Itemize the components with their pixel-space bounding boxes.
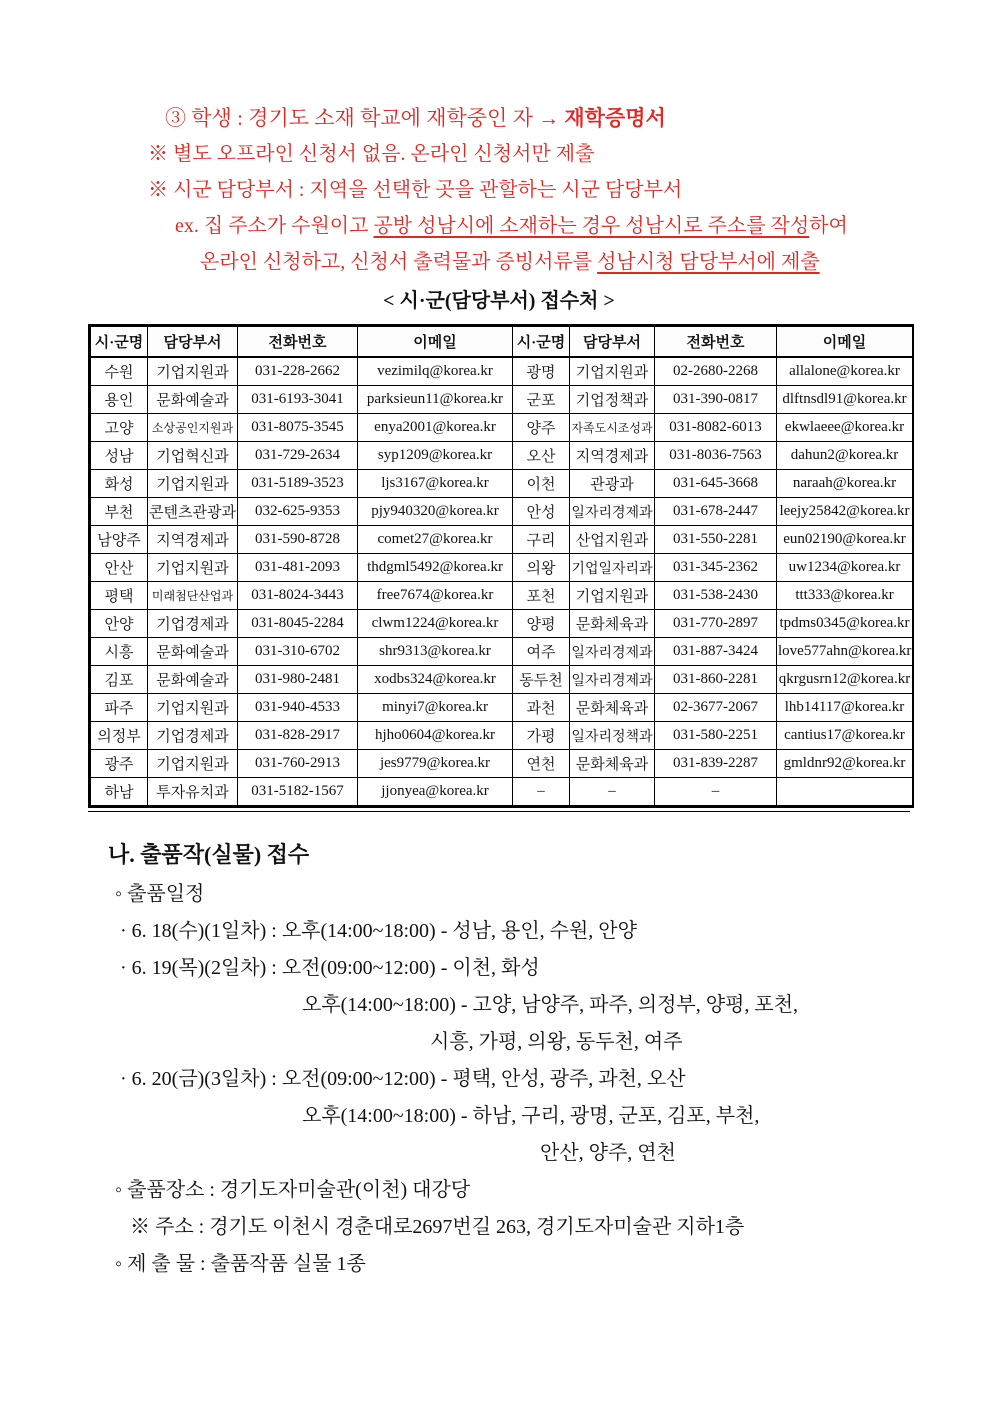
cell-phone-right: 031-8082-6013 bbox=[655, 414, 777, 442]
cell-city-right: – bbox=[513, 778, 570, 806]
items-line: ◦ 제 출 물 : 출품작품 실물 1종 bbox=[115, 1253, 366, 1275]
schedule-day1: · 6. 18(수)(1일차) : 오후(14:00~18:00) - 성남, 용인, 수원, 안양 bbox=[120, 920, 637, 942]
header-dept-left: 담당부서 bbox=[148, 327, 238, 358]
cell-dept-right: 자족도시조성과 bbox=[570, 414, 655, 442]
cell-email-right: ttt333@korea.kr bbox=[777, 582, 913, 610]
cell-city-left: 용인 bbox=[91, 386, 148, 414]
contact-table bbox=[88, 324, 914, 808]
cell-dept-right: 기업지원과 bbox=[570, 357, 655, 386]
cell-phone-left: 031-729-2634 bbox=[238, 442, 358, 470]
cell-city-left: 의정부 bbox=[91, 722, 148, 750]
table-row bbox=[91, 778, 913, 806]
intro-line-student bbox=[165, 100, 992, 136]
cell-phone-left: 031-8045-2284 bbox=[238, 610, 358, 638]
cell-phone-right: – bbox=[655, 778, 777, 806]
schedule-day2-afternoon-cont: 시흥, 가평, 의왕, 동두천, 여주 bbox=[430, 1031, 683, 1053]
cell-email-left: ljs3167@korea.kr bbox=[358, 470, 513, 498]
intro-line-student-text: ③ 학생 : 경기도 소재 학교에 재학중인 자 → bbox=[165, 106, 565, 130]
cell-phone-right: 02-2680-2268 bbox=[655, 357, 777, 386]
cell-phone-right: 031-580-2251 bbox=[655, 722, 777, 750]
table-row bbox=[91, 666, 913, 694]
cell-city-left: 수원 bbox=[91, 357, 148, 386]
intro-example-underline-1: 공방 성남시에 소재하는 경우 성남시로 주소를 작성 bbox=[373, 215, 810, 237]
cell-dept-left: 콘텐츠관광과 bbox=[148, 498, 238, 526]
cell-email-left: pjy940320@korea.kr bbox=[358, 498, 513, 526]
cell-email-right: uw1234@korea.kr bbox=[777, 554, 913, 582]
cell-phone-right: 031-390-0817 bbox=[655, 386, 777, 414]
cell-dept-left: 기업지원과 bbox=[148, 554, 238, 582]
cell-city-right: 오산 bbox=[513, 442, 570, 470]
cell-dept-right: 관광과 bbox=[570, 470, 655, 498]
cell-email-right: ekwlaeee@korea.kr bbox=[777, 414, 913, 442]
submission-heading: 나. 출품작(실물) 접수 bbox=[108, 842, 310, 867]
cell-dept-left: 지역경제과 bbox=[148, 526, 238, 554]
header-phone-right: 전화번호 bbox=[655, 327, 777, 358]
table-row bbox=[91, 554, 913, 582]
cell-email-right: eun02190@korea.kr bbox=[777, 526, 913, 554]
cell-phone-left: 031-828-2917 bbox=[238, 722, 358, 750]
cell-city-right: 연천 bbox=[513, 750, 570, 778]
table-row bbox=[91, 610, 913, 638]
cell-city-right: 가평 bbox=[513, 722, 570, 750]
cell-email-right: qkrgusrn12@korea.kr bbox=[777, 666, 913, 694]
cell-phone-right: 02-3677-2067 bbox=[655, 694, 777, 722]
cell-city-right: 과천 bbox=[513, 694, 570, 722]
cell-email-right: leejy25842@korea.kr bbox=[777, 498, 913, 526]
cell-dept-left: 기업지원과 bbox=[148, 750, 238, 778]
cell-phone-left: 031-590-8728 bbox=[238, 526, 358, 554]
cell-dept-left: 소상공인지원과 bbox=[148, 414, 238, 442]
cell-dept-right: – bbox=[570, 778, 655, 806]
cell-phone-left: 031-6193-3041 bbox=[238, 386, 358, 414]
cell-dept-left: 기업지원과 bbox=[148, 357, 238, 386]
cell-city-right: 포천 bbox=[513, 582, 570, 610]
cell-dept-right: 일자리정책과 bbox=[570, 722, 655, 750]
intro-line-no-offline: ※ 별도 오프라인 신청서 없음. 온라인 신청서만 제출 bbox=[148, 143, 595, 165]
cell-email-right: tpdms0345@korea.kr bbox=[777, 610, 913, 638]
cell-phone-left: 031-760-2913 bbox=[238, 750, 358, 778]
cell-phone-right: 031-550-2281 bbox=[655, 526, 777, 554]
cell-phone-right: 031-645-3668 bbox=[655, 470, 777, 498]
table-row bbox=[91, 357, 913, 386]
schedule-day3-morning: · 6. 20(금)(3일차) : 오전(09:00~12:00) - 평택, 안성, 광주, 과천, 오산 bbox=[120, 1068, 686, 1090]
cell-email-left: syp1209@korea.kr bbox=[358, 442, 513, 470]
address-line: ※ 주소 : 경기도 이천시 경춘대로2697번길 263, 경기도자미술관 지하1층 bbox=[130, 1216, 745, 1238]
header-email-right: 이메일 bbox=[777, 327, 913, 358]
cell-phone-right: 031-8036-7563 bbox=[655, 442, 777, 470]
cell-dept-left: 기업혁신과 bbox=[148, 442, 238, 470]
table-row bbox=[91, 638, 913, 666]
cell-email-left: comet27@korea.kr bbox=[358, 526, 513, 554]
cell-email-right: allalone@korea.kr bbox=[777, 357, 913, 386]
table-row bbox=[91, 414, 913, 442]
table-row bbox=[91, 722, 913, 750]
cell-email-left: jes9779@korea.kr bbox=[358, 750, 513, 778]
schedule-day2-morning: · 6. 19(목)(2일차) : 오전(09:00~12:00) - 이천, 화성 bbox=[120, 957, 540, 979]
table-row bbox=[91, 470, 913, 498]
cell-email-left: hjho0604@korea.kr bbox=[358, 722, 513, 750]
contact-table-body bbox=[91, 357, 913, 806]
cell-dept-left: 문화예술과 bbox=[148, 386, 238, 414]
cell-dept-left: 미래첨단산업과 bbox=[148, 582, 238, 610]
table-row bbox=[91, 442, 913, 470]
cell-dept-right: 일자리경제과 bbox=[570, 498, 655, 526]
cell-city-right: 광명 bbox=[513, 357, 570, 386]
table-row bbox=[91, 498, 913, 526]
cell-phone-left: 031-5182-1567 bbox=[238, 778, 358, 806]
cell-city-right: 안성 bbox=[513, 498, 570, 526]
cell-email-left: xodbs324@korea.kr bbox=[358, 666, 513, 694]
header-city-left: 시·군명 bbox=[91, 327, 148, 358]
cell-dept-right: 기업정책과 bbox=[570, 386, 655, 414]
cell-phone-left: 031-8024-3443 bbox=[238, 582, 358, 610]
cell-city-left: 시흥 bbox=[91, 638, 148, 666]
schedule-day3-afternoon-cont: 안산, 양주, 연천 bbox=[540, 1142, 676, 1164]
cell-email-right: gmldnr92@korea.kr bbox=[777, 750, 913, 778]
cell-phone-right: 031-538-2430 bbox=[655, 582, 777, 610]
cell-dept-right: 문화체육과 bbox=[570, 750, 655, 778]
cell-city-right: 구리 bbox=[513, 526, 570, 554]
table-row bbox=[91, 694, 913, 722]
cell-email-right bbox=[777, 778, 913, 806]
cell-dept-left: 기업지원과 bbox=[148, 470, 238, 498]
cell-email-left: free7674@korea.kr bbox=[358, 582, 513, 610]
cell-email-left: jjonyea@korea.kr bbox=[358, 778, 513, 806]
cell-city-left: 화성 bbox=[91, 470, 148, 498]
cell-email-left: clwm1224@korea.kr bbox=[358, 610, 513, 638]
cell-email-right: dahun2@korea.kr bbox=[777, 442, 913, 470]
cell-phone-left: 031-5189-3523 bbox=[238, 470, 358, 498]
cell-city-left: 하남 bbox=[91, 778, 148, 806]
cell-email-left: shr9313@korea.kr bbox=[358, 638, 513, 666]
cell-dept-left: 투자유치과 bbox=[148, 778, 238, 806]
schedule-day3-afternoon: 오후(14:00~18:00) - 하남, 구리, 광명, 군포, 김포, 부천, bbox=[302, 1105, 760, 1127]
cell-city-left: 파주 bbox=[91, 694, 148, 722]
cell-email-left: minyi7@korea.kr bbox=[358, 694, 513, 722]
cell-city-left: 성남 bbox=[91, 442, 148, 470]
cell-dept-right: 문화체육과 bbox=[570, 694, 655, 722]
cell-phone-right: 031-887-3424 bbox=[655, 638, 777, 666]
cell-phone-left: 031-481-2093 bbox=[238, 554, 358, 582]
cell-phone-right: 031-860-2281 bbox=[655, 666, 777, 694]
venue-line: ◦ 출품장소 : 경기도자미술관(이천) 대강당 bbox=[115, 1179, 471, 1201]
cell-dept-right: 일자리경제과 bbox=[570, 666, 655, 694]
cell-email-left: parksieun11@korea.kr bbox=[358, 386, 513, 414]
intro-line-example-2: 온라인 신청하고, 신청서 출력물과 증빙서류를 성남시청 담당부서에 제출 bbox=[200, 251, 820, 273]
cell-phone-left: 031-8075-3545 bbox=[238, 414, 358, 442]
cell-email-right: dlftnsdl91@korea.kr bbox=[777, 386, 913, 414]
cell-city-right: 동두천 bbox=[513, 666, 570, 694]
cell-phone-left: 032-625-9353 bbox=[238, 498, 358, 526]
cell-email-right: cantius17@korea.kr bbox=[777, 722, 913, 750]
table-row bbox=[91, 582, 913, 610]
cell-dept-right: 일자리경제과 bbox=[570, 638, 655, 666]
table-row bbox=[91, 750, 913, 778]
cell-dept-left: 문화예술과 bbox=[148, 666, 238, 694]
cell-phone-left: 031-310-6702 bbox=[238, 638, 358, 666]
schedule-day2-afternoon: 오후(14:00~18:00) - 고양, 남양주, 파주, 의정부, 양평, 포천, bbox=[302, 994, 799, 1016]
cell-city-right: 양평 bbox=[513, 610, 570, 638]
cell-city-right: 양주 bbox=[513, 414, 570, 442]
cell-dept-right: 기업지원과 bbox=[570, 582, 655, 610]
table-title: < 시·군(담당부서) 접수처 > bbox=[383, 290, 615, 312]
contact-table-header bbox=[91, 327, 913, 358]
schedule-label: ◦ 출품일정 bbox=[115, 883, 205, 905]
cell-city-right: 이천 bbox=[513, 470, 570, 498]
cell-email-left: enya2001@korea.kr bbox=[358, 414, 513, 442]
table-bottom-rule bbox=[88, 810, 910, 812]
cell-email-right: love577ahn@korea.kr bbox=[777, 638, 913, 666]
cell-phone-right: 031-345-2362 bbox=[655, 554, 777, 582]
cell-email-right: naraah@korea.kr bbox=[777, 470, 913, 498]
cell-city-left: 안산 bbox=[91, 554, 148, 582]
cell-city-left: 김포 bbox=[91, 666, 148, 694]
intro-notes bbox=[0, 100, 992, 280]
cell-city-left: 부천 bbox=[91, 498, 148, 526]
cell-email-right: lhb14117@korea.kr bbox=[777, 694, 913, 722]
cell-phone-right: 031-678-2447 bbox=[655, 498, 777, 526]
intro-line-department: ※ 시군 담당부서 : 지역을 선택한 곳을 관할하는 시군 담당부서 bbox=[148, 179, 683, 201]
cell-dept-left: 기업경제과 bbox=[148, 610, 238, 638]
cell-phone-left: 031-980-2481 bbox=[238, 666, 358, 694]
header-dept-right: 담당부서 bbox=[570, 327, 655, 358]
cell-city-right: 여주 bbox=[513, 638, 570, 666]
cell-dept-right: 지역경제과 bbox=[570, 442, 655, 470]
header-city-right: 시·군명 bbox=[513, 327, 570, 358]
cell-city-right: 군포 bbox=[513, 386, 570, 414]
cell-phone-left: 031-940-4533 bbox=[238, 694, 358, 722]
cell-email-left: thdgml5492@korea.kr bbox=[358, 554, 513, 582]
table-row bbox=[91, 386, 913, 414]
cell-dept-right: 기업일자리과 bbox=[570, 554, 655, 582]
table-row bbox=[91, 526, 913, 554]
header-email-left: 이메일 bbox=[358, 327, 513, 358]
cell-phone-left: 031-228-2662 bbox=[238, 357, 358, 386]
cell-email-left: vezimilq@korea.kr bbox=[358, 357, 513, 386]
cell-dept-left: 기업지원과 bbox=[148, 694, 238, 722]
cell-city-left: 광주 bbox=[91, 750, 148, 778]
header-phone-left: 전화번호 bbox=[238, 327, 358, 358]
cell-dept-left: 문화예술과 bbox=[148, 638, 238, 666]
cell-phone-right: 031-770-2897 bbox=[655, 610, 777, 638]
cell-dept-right: 문화체육과 bbox=[570, 610, 655, 638]
submission-section bbox=[0, 834, 992, 1283]
intro-line-example-1: ex. 집 주소가 수원이고 공방 성남시에 소재하는 경우 성남시로 주소를 작성하여 bbox=[175, 215, 848, 237]
cell-city-left: 평택 bbox=[91, 582, 148, 610]
cell-city-left: 안양 bbox=[91, 610, 148, 638]
intro-line-student-bold: 재학증명서 bbox=[564, 106, 666, 130]
intro-example-underline-2: 성남시청 담당부서에 제출 bbox=[597, 251, 820, 273]
cell-city-left: 남양주 bbox=[91, 526, 148, 554]
cell-city-right: 의왕 bbox=[513, 554, 570, 582]
cell-dept-right: 산업지원과 bbox=[570, 526, 655, 554]
cell-dept-left: 기업경제과 bbox=[148, 722, 238, 750]
cell-city-left: 고양 bbox=[91, 414, 148, 442]
cell-phone-right: 031-839-2287 bbox=[655, 750, 777, 778]
